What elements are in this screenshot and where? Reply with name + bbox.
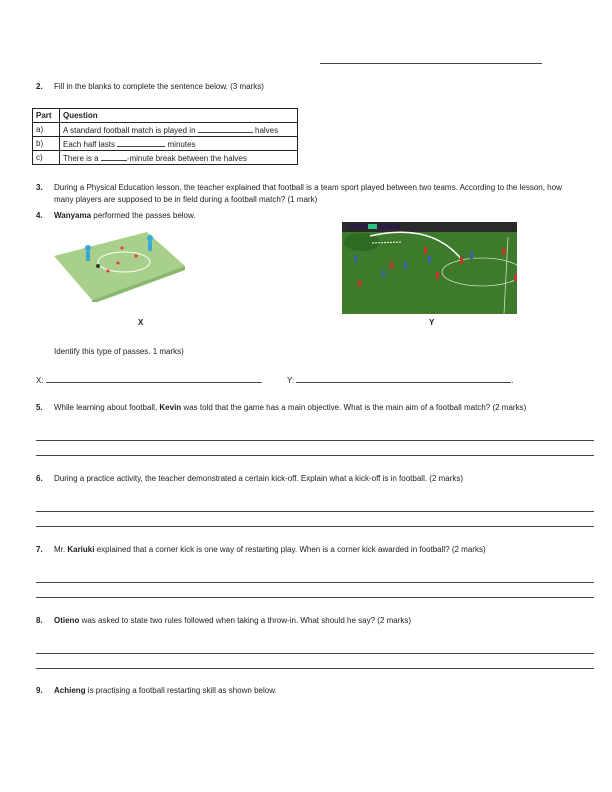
question-4-prompt: Identify this type of passes. 1 marks) — [54, 347, 184, 356]
answer-line[interactable] — [36, 440, 594, 441]
answer-x-line[interactable] — [46, 375, 261, 383]
answer-line[interactable] — [36, 597, 594, 598]
table-row: c) There is a -minute break between the halves — [33, 151, 298, 165]
question-5: 5. While learning about football, Kevin was told that the game has a main objective. What is the main aim of a football match? (2 marks) — [36, 403, 527, 412]
blank[interactable] — [117, 139, 165, 147]
answer-line[interactable] — [36, 582, 594, 583]
fill-blanks-table: Part Question a) A standard football match is played in halves b) Each half lasts minutes c) There is a -minute break between the halves — [32, 108, 298, 165]
question-3: 3. During a Physical Education lesson, the teacher explained that football is a team sport played between two teams. According to the lesson, how — [36, 183, 562, 192]
question-9: 9. Achieng is practising a football restarting skill as shown below. — [36, 686, 277, 695]
image-label-x: X — [138, 318, 144, 327]
answer-line[interactable] — [36, 526, 594, 527]
answer-y-line[interactable] — [296, 375, 511, 383]
question-4: 4. Wanyama performed the passes below. — [36, 211, 196, 220]
question-8: 8. Otieno was asked to state two rules followed when taking a throw-in. What should he say? (2 marks) — [36, 616, 412, 625]
table-row: b) Each half lasts minutes — [33, 137, 298, 151]
blank[interactable] — [198, 125, 253, 133]
question-6: 6. During a practice activity, the teacher demonstrated a certain kick-off. Explain what a kick-off is in football. (2 marks) — [36, 474, 464, 483]
answer-line[interactable] — [36, 511, 594, 512]
name-line — [320, 63, 542, 64]
answer-x: X: . — [36, 376, 264, 385]
blank[interactable] — [101, 153, 127, 161]
answer-line[interactable] — [36, 668, 594, 669]
table-row: a) A standard football match is played in halves — [33, 123, 298, 137]
question-2: 2. Fill in the blanks to complete the sentence below. (3 marks) — [36, 82, 264, 91]
answer-line[interactable] — [36, 455, 594, 456]
answer-y: Y: . — [287, 376, 514, 385]
answer-line[interactable] — [36, 653, 594, 654]
image-label-y: Y — [429, 318, 435, 327]
question-3-line2: many players are supposed to be in field during a football match? (1 mark) — [54, 195, 318, 204]
passing-drill-image — [52, 226, 187, 302]
match-pass-image — [342, 222, 517, 314]
question-7: 7. Mr. Kariuki explained that a corner kick is one way of restarting play. When is a corner kick awarded in football? (2 marks) — [36, 545, 486, 554]
